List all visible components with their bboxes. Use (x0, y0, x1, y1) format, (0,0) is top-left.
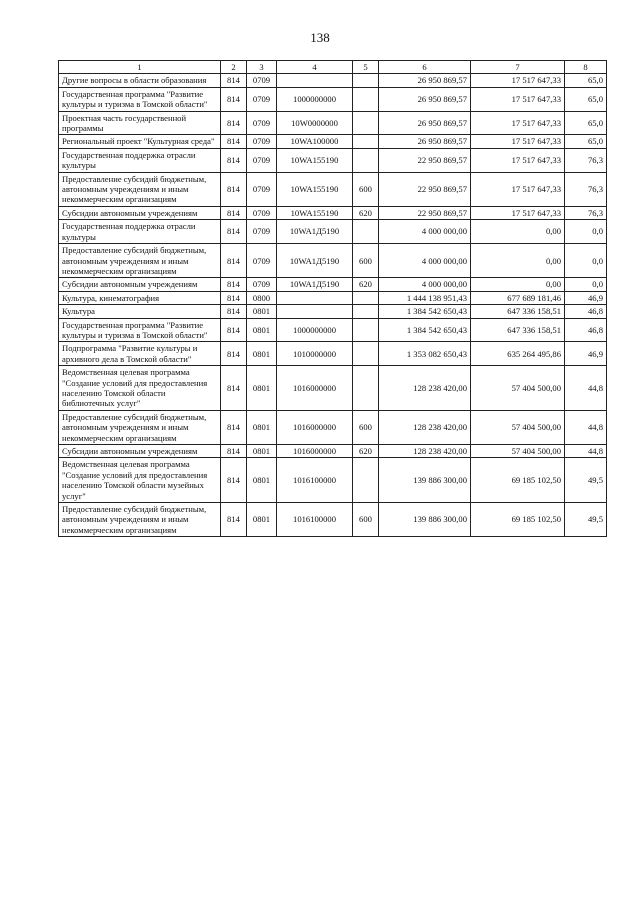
plan-amount-cell: 1 384 542 650,43 (379, 318, 471, 342)
expense-type-cell: 620 (353, 206, 379, 219)
executed-amount-cell: 635 264 495,86 (471, 342, 565, 366)
target-article-cell: 10WA1Д5190 (277, 220, 353, 244)
percent-cell: 49,5 (565, 458, 607, 503)
section-code-cell: 0709 (247, 172, 277, 206)
ministry-code-cell: 814 (221, 342, 247, 366)
expense-type-cell: 620 (353, 278, 379, 291)
percent-cell: 65,0 (565, 135, 607, 148)
expense-type-cell: 600 (353, 244, 379, 278)
percent-cell: 0,0 (565, 278, 607, 291)
table-row (59, 278, 607, 291)
executed-amount-cell: 0,00 (471, 244, 565, 278)
target-article-cell: 1016000000 (277, 366, 353, 411)
percent-cell: 49,5 (565, 503, 607, 537)
expense-type-cell (353, 318, 379, 342)
section-code-cell: 0709 (247, 220, 277, 244)
table-row (59, 305, 607, 318)
target-article-cell: 1016000000 (277, 410, 353, 444)
section-code-cell: 0709 (247, 244, 277, 278)
section-code-cell: 0709 (247, 278, 277, 291)
row-name-cell: Культура, кинематография (59, 291, 221, 304)
table-row (59, 74, 607, 87)
target-article-cell: 10WA100000 (277, 135, 353, 148)
expense-type-cell (353, 87, 379, 111)
table-row (59, 342, 607, 366)
executed-amount-cell: 17 517 647,33 (471, 87, 565, 111)
target-article-cell: 10WA155190 (277, 148, 353, 172)
row-name-cell: Государственная программа "Развитие культуры и туризма в Томской области" (59, 87, 221, 111)
plan-amount-cell: 22 950 869,57 (379, 172, 471, 206)
ministry-code-cell: 814 (221, 458, 247, 503)
executed-amount-cell: 57 404 500,00 (471, 445, 565, 458)
table-row (59, 244, 607, 278)
section-code-cell: 0709 (247, 135, 277, 148)
target-article-cell: 1000000000 (277, 87, 353, 111)
table-row (59, 410, 607, 444)
target-article-cell (277, 74, 353, 87)
ministry-code-cell: 814 (221, 291, 247, 304)
percent-cell: 44,8 (565, 445, 607, 458)
column-header: 7 (471, 61, 565, 74)
ministry-code-cell: 814 (221, 318, 247, 342)
plan-amount-cell: 128 238 420,00 (379, 410, 471, 444)
section-code-cell: 0801 (247, 305, 277, 318)
executed-amount-cell: 69 185 102,50 (471, 503, 565, 537)
row-name-cell: Предоставление субсидий бюджетным, автономным учреждениям и иным некоммерческим организациям (59, 503, 221, 537)
ministry-code-cell: 814 (221, 410, 247, 444)
executed-amount-cell: 17 517 647,33 (471, 74, 565, 87)
section-code-cell: 0800 (247, 291, 277, 304)
expense-type-cell (353, 111, 379, 135)
section-code-cell: 0801 (247, 503, 277, 537)
table-row (59, 172, 607, 206)
target-article-cell: 1016100000 (277, 458, 353, 503)
target-article-cell: 10WA1Д5190 (277, 278, 353, 291)
target-article-cell: 10WA155190 (277, 206, 353, 219)
column-header: 6 (379, 61, 471, 74)
target-article-cell: 1016000000 (277, 445, 353, 458)
row-name-cell: Субсидии автономным учреждениям (59, 278, 221, 291)
ministry-code-cell: 814 (221, 220, 247, 244)
plan-amount-cell: 4 000 000,00 (379, 244, 471, 278)
percent-cell: 65,0 (565, 74, 607, 87)
ministry-code-cell: 814 (221, 87, 247, 111)
table-row (59, 366, 607, 411)
executed-amount-cell: 647 336 158,51 (471, 305, 565, 318)
plan-amount-cell: 139 886 300,00 (379, 458, 471, 503)
column-header: 4 (277, 61, 353, 74)
percent-cell: 65,0 (565, 87, 607, 111)
row-name-cell: Субсидии автономным учреждениям (59, 445, 221, 458)
column-header: 8 (565, 61, 607, 74)
ministry-code-cell: 814 (221, 74, 247, 87)
page-number: 138 (310, 30, 330, 45)
expense-type-cell (353, 74, 379, 87)
target-article-cell: 1016100000 (277, 503, 353, 537)
executed-amount-cell: 17 517 647,33 (471, 172, 565, 206)
table-row (59, 148, 607, 172)
expense-type-cell (353, 148, 379, 172)
executed-amount-cell: 17 517 647,33 (471, 148, 565, 172)
row-name-cell: Предоставление субсидий бюджетным, автономным учреждениям и иным некоммерческим организациям (59, 172, 221, 206)
plan-amount-cell: 26 950 869,57 (379, 87, 471, 111)
table-row (59, 291, 607, 304)
expense-type-cell: 600 (353, 172, 379, 206)
executed-amount-cell: 57 404 500,00 (471, 366, 565, 411)
plan-amount-cell: 26 950 869,57 (379, 74, 471, 87)
table-header (59, 61, 607, 74)
plan-amount-cell: 128 238 420,00 (379, 445, 471, 458)
ministry-code-cell: 814 (221, 278, 247, 291)
percent-cell: 76,3 (565, 172, 607, 206)
table-row (59, 318, 607, 342)
executed-amount-cell: 17 517 647,33 (471, 206, 565, 219)
section-code-cell: 0801 (247, 458, 277, 503)
budget-table (58, 60, 607, 537)
row-name-cell: Подпрограмма "Развитие культуры и архивного дела в Томской области" (59, 342, 221, 366)
section-code-cell: 0709 (247, 111, 277, 135)
plan-amount-cell: 22 950 869,57 (379, 148, 471, 172)
plan-amount-cell: 26 950 869,57 (379, 135, 471, 148)
row-name-cell: Ведомственная целевая программа "Создание условий для предоставления населению Томской области библиотечных услуг" (59, 366, 221, 411)
table-body (59, 74, 607, 537)
target-article-cell: 1000000000 (277, 318, 353, 342)
row-name-cell: Ведомственная целевая программа "Создание условий для предоставления населению Томской области музейных услуг" (59, 458, 221, 503)
target-article-cell (277, 305, 353, 318)
section-code-cell: 0801 (247, 366, 277, 411)
expense-type-cell: 600 (353, 503, 379, 537)
row-name-cell: Государственная поддержка отрасли культуры (59, 148, 221, 172)
percent-cell: 44,8 (565, 410, 607, 444)
expense-type-cell (353, 305, 379, 318)
table-row (59, 206, 607, 219)
row-name-cell: Региональный проект "Культурная среда" (59, 135, 221, 148)
column-header: 3 (247, 61, 277, 74)
percent-cell: 76,3 (565, 148, 607, 172)
plan-amount-cell: 4 000 000,00 (379, 278, 471, 291)
executed-amount-cell: 0,00 (471, 278, 565, 291)
target-article-cell (277, 291, 353, 304)
table-row (59, 445, 607, 458)
table-row (59, 458, 607, 503)
percent-cell: 76,3 (565, 206, 607, 219)
section-code-cell: 0709 (247, 87, 277, 111)
ministry-code-cell: 814 (221, 445, 247, 458)
section-code-cell: 0801 (247, 318, 277, 342)
row-name-cell: Проектная часть государственной программы (59, 111, 221, 135)
row-name-cell: Предоставление субсидий бюджетным, автономным учреждениям и иным некоммерческим организациям (59, 410, 221, 444)
plan-amount-cell: 22 950 869,57 (379, 206, 471, 219)
section-code-cell: 0801 (247, 410, 277, 444)
ministry-code-cell: 814 (221, 135, 247, 148)
column-header: 5 (353, 61, 379, 74)
percent-cell: 65,0 (565, 111, 607, 135)
row-name-cell: Государственная программа "Развитие культуры и туризма в Томской области" (59, 318, 221, 342)
plan-amount-cell: 1 384 542 650,43 (379, 305, 471, 318)
row-name-cell: Предоставление субсидий бюджетным, автономным учреждениям и иным некоммерческим организациям (59, 244, 221, 278)
ministry-code-cell: 814 (221, 172, 247, 206)
plan-amount-cell: 139 886 300,00 (379, 503, 471, 537)
header-row (59, 61, 607, 74)
ministry-code-cell: 814 (221, 111, 247, 135)
target-article-cell: 10W0000000 (277, 111, 353, 135)
executed-amount-cell: 17 517 647,33 (471, 111, 565, 135)
section-code-cell: 0801 (247, 342, 277, 366)
plan-amount-cell: 26 950 869,57 (379, 111, 471, 135)
table-row (59, 135, 607, 148)
expense-type-cell: 620 (353, 445, 379, 458)
table-row (59, 111, 607, 135)
plan-amount-cell: 1 353 082 650,43 (379, 342, 471, 366)
executed-amount-cell: 677 689 181,46 (471, 291, 565, 304)
section-code-cell: 0709 (247, 206, 277, 219)
executed-amount-cell: 57 404 500,00 (471, 410, 565, 444)
expense-type-cell (353, 366, 379, 411)
section-code-cell: 0709 (247, 148, 277, 172)
plan-amount-cell: 4 000 000,00 (379, 220, 471, 244)
percent-cell: 0,0 (565, 220, 607, 244)
percent-cell: 46,8 (565, 318, 607, 342)
executed-amount-cell: 17 517 647,33 (471, 135, 565, 148)
ministry-code-cell: 814 (221, 503, 247, 537)
plan-amount-cell: 128 238 420,00 (379, 366, 471, 411)
executed-amount-cell: 69 185 102,50 (471, 458, 565, 503)
expense-type-cell (353, 458, 379, 503)
percent-cell: 46,9 (565, 342, 607, 366)
expense-type-cell (353, 220, 379, 244)
ministry-code-cell: 814 (221, 366, 247, 411)
executed-amount-cell: 647 336 158,51 (471, 318, 565, 342)
ministry-code-cell: 814 (221, 148, 247, 172)
ministry-code-cell: 814 (221, 305, 247, 318)
ministry-code-cell: 814 (221, 206, 247, 219)
percent-cell: 0,0 (565, 244, 607, 278)
expense-type-cell (353, 135, 379, 148)
row-name-cell: Государственная поддержка отрасли культуры (59, 220, 221, 244)
row-name-cell: Другие вопросы в области образования (59, 74, 221, 87)
table-row (59, 87, 607, 111)
row-name-cell: Культура (59, 305, 221, 318)
column-header: 1 (59, 61, 221, 74)
row-name-cell: Субсидии автономным учреждениям (59, 206, 221, 219)
table-row (59, 503, 607, 537)
plan-amount-cell: 1 444 138 951,43 (379, 291, 471, 304)
target-article-cell: 1010000000 (277, 342, 353, 366)
expense-type-cell: 600 (353, 410, 379, 444)
executed-amount-cell: 0,00 (471, 220, 565, 244)
column-header: 2 (221, 61, 247, 74)
percent-cell: 44,8 (565, 366, 607, 411)
section-code-cell: 0801 (247, 445, 277, 458)
section-code-cell: 0709 (247, 74, 277, 87)
expense-type-cell (353, 342, 379, 366)
percent-cell: 46,9 (565, 291, 607, 304)
table-row (59, 220, 607, 244)
target-article-cell: 10WA1Д5190 (277, 244, 353, 278)
percent-cell: 46,8 (565, 305, 607, 318)
expense-type-cell (353, 291, 379, 304)
ministry-code-cell: 814 (221, 244, 247, 278)
target-article-cell: 10WA155190 (277, 172, 353, 206)
